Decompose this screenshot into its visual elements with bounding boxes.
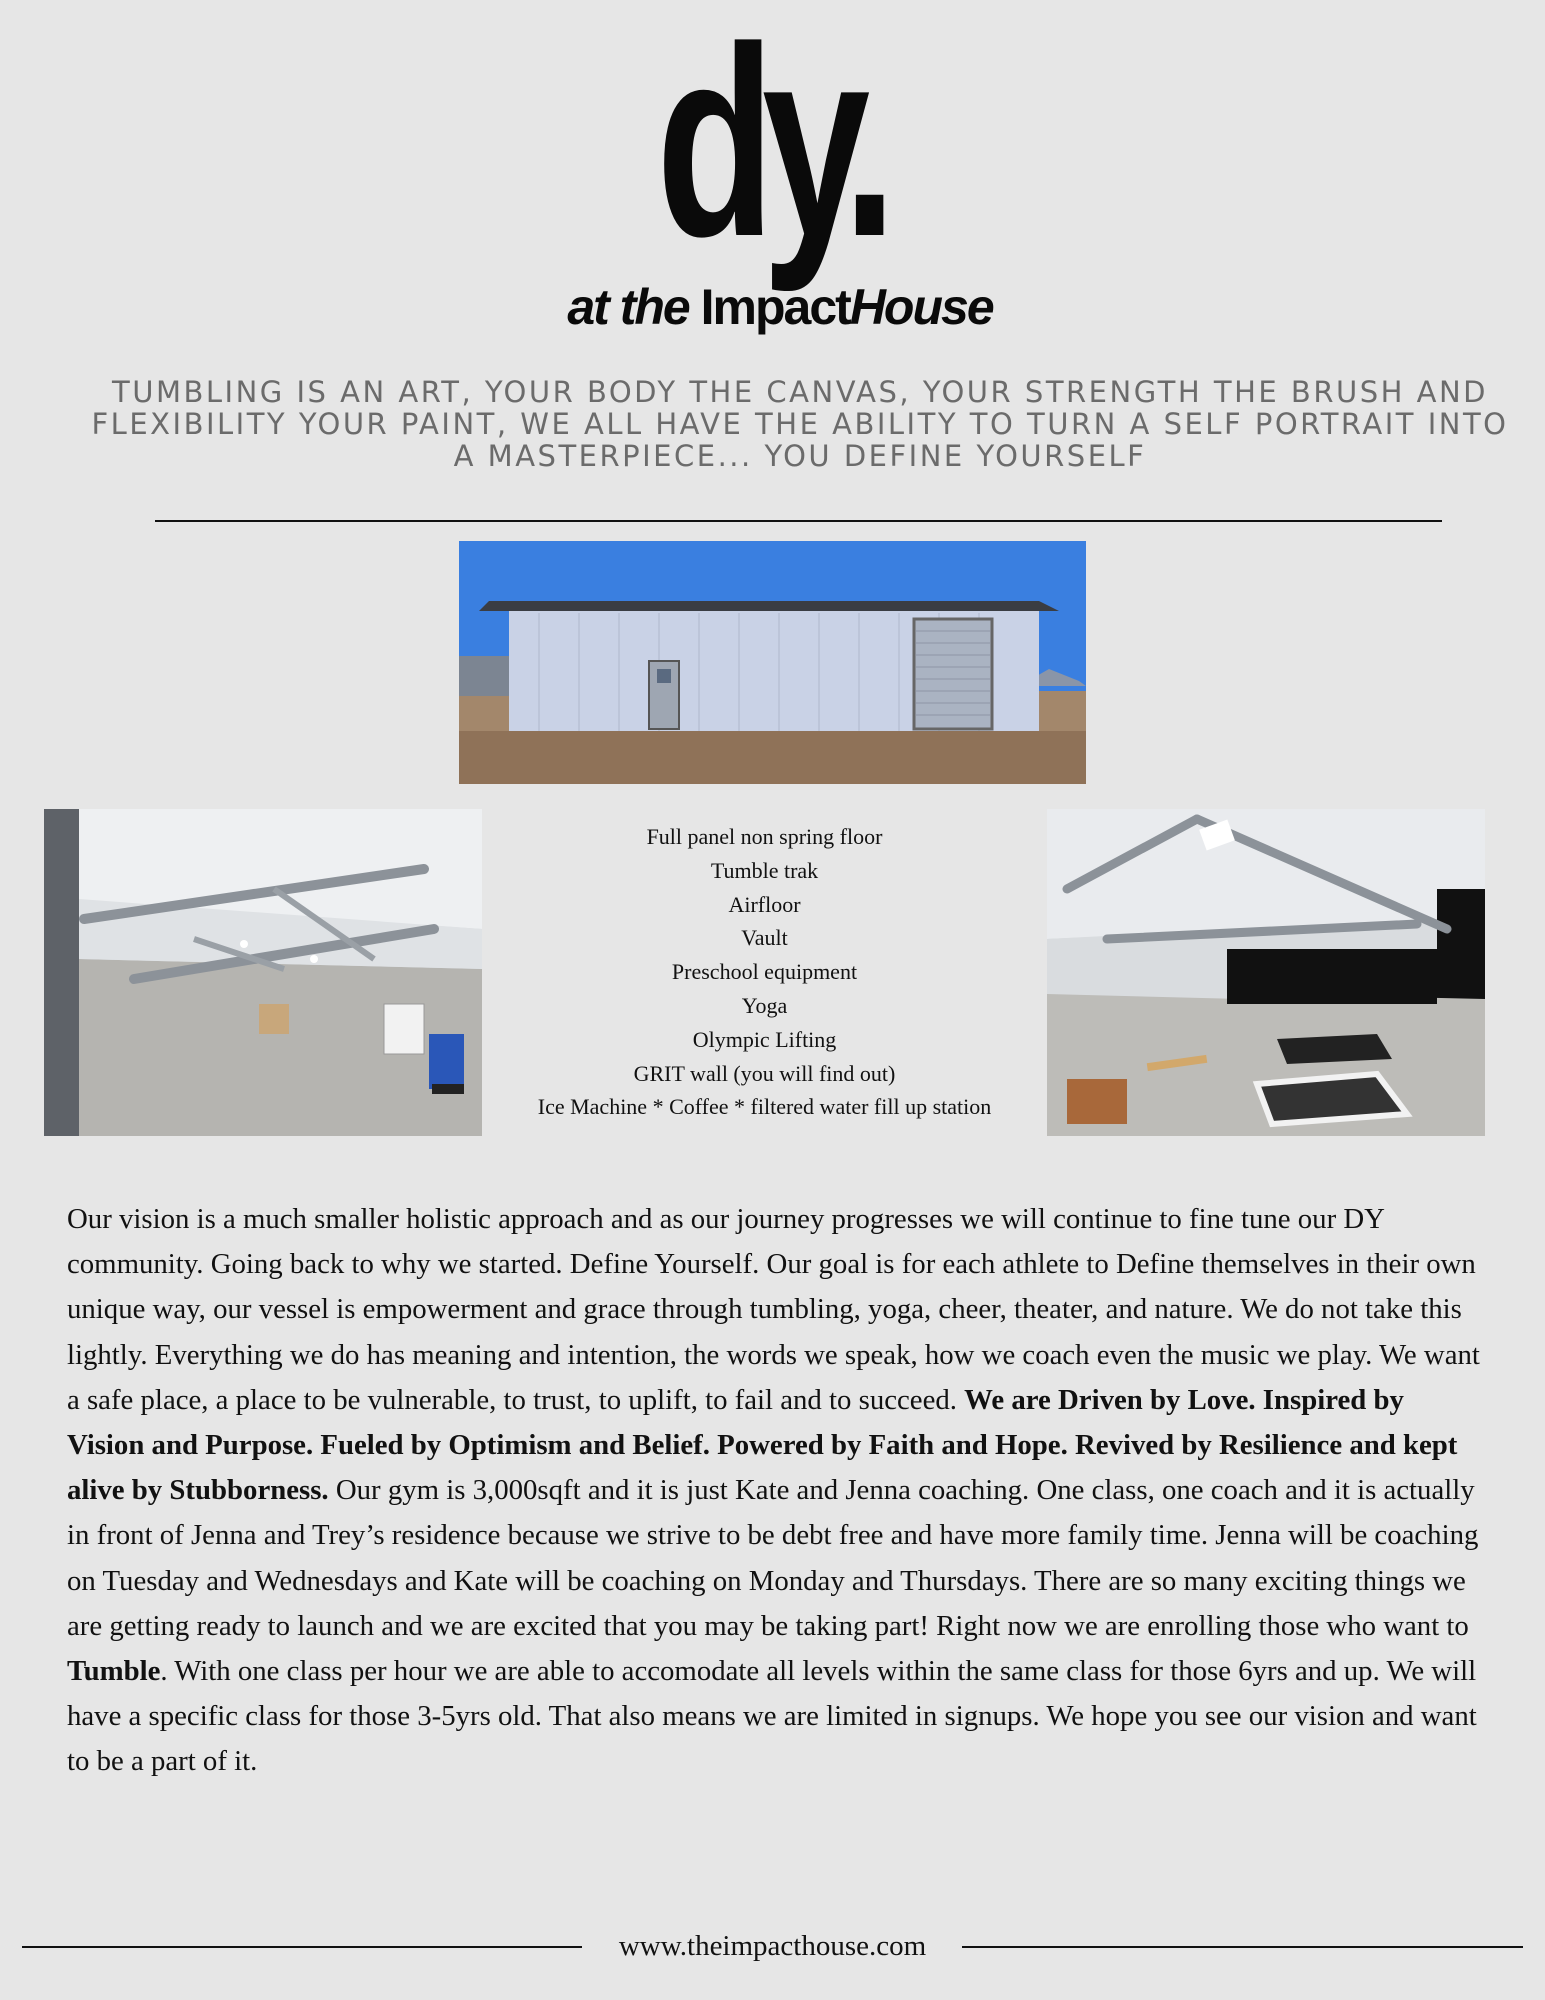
vision-text-2: Our gym is 3,000sqft and it is just Kate and Jenna coaching. One class, one coach and it is actually in front of Jenna and Trey’s residence because we strive to be debt free and have more family time. Jenna will be coaching on Tuesday and Wednesdays and Kate will be coaching on Monday and Thursdays. There are so many exciting things we are getting ready to launch and we are excited that you may be taking part! Right now we are enrolling those who want to [67,1474,1479,1642]
logo-sub-impact: Impact [700,279,850,335]
vision-text-3: . With one class per hour we are able to accomodate all levels within the same class for those 6yrs and up. We will have a specific class for those 3-5yrs old. That also means we are limited in signups. We hope you see our vision and want to be a part of it. [67,1655,1477,1778]
feature-item: Vault [741,925,788,951]
logo-sub-house: House [849,279,993,335]
feature-item: GRIT wall (you will find out) [633,1060,896,1086]
divider-top [155,520,1442,522]
gym-interior-photo-right [1047,809,1485,1136]
footer-website-link[interactable]: www.theimpacthouse.com [618,1930,927,1962]
logo-mark: dy. [656,0,884,293]
feature-item: Yoga [741,992,788,1018]
vision-text-1: Our vision is a much smaller holistic approach and as our journey progresses we will continue to fine tune our DY community. Going back to why we started. Define Yourself. Our goal is for each athlete to Define themselves in their own unique way, our vessel is empowerment and grace through tumbling, yoga, cheer, theater, and nature. We do not take this lightly. Everything we do has meaning and intention, the words we speak, how we coach even the music we play. We want a safe place, a place to be vulnerable, to trust, to uplift, to fail and to succeed. [67,1203,1480,1416]
feature-item: Full panel non spring floor [646,824,883,849]
building-exterior-photo [459,541,1086,784]
footer-rule-right [962,1946,1523,1948]
feature-item: Preschool equipment [671,959,858,985]
tumble-bold: Tumble [67,1655,161,1688]
logo-subtitle [520,278,1040,336]
vision-paragraph [67,1197,1487,1785]
feature-item: Airfloor [728,891,801,917]
footer-rule-left [22,1946,582,1948]
feature-item: Tumble trak [710,857,819,883]
logo-sub-at-the: at the [567,279,689,335]
building-illustration [459,541,1086,784]
feature-item: Olympic Lifting [692,1026,837,1052]
gym-interior-photo-left [44,809,482,1136]
feature-item: Ice Machine * Coffee * filtered water fill up station [537,1094,992,1120]
interior-illustration-right [1047,809,1485,1136]
interior-illustration-left [44,809,482,1136]
tagline: TUMBLING IS AN ART, YOUR BODY THE CANVAS, YOUR STRENGTH THE BRUSH AND FLEXIBILITY YOUR PAINT, WE ALL HAVE THE ABILITY TO TURN A SELF PORTRAIT INTO A MASTERPIECE... YOU DEFINE YOURSELF [91,375,1509,473]
vision-motto-bold: We are Driven by Love. Inspired by Vision and Purpose. Fueled by Optimism and Belief. Powered by Faith and Hope. Revived by Resilience and kept alive by Stubborness. [67,1383,1458,1507]
features-list [492,820,1037,1124]
